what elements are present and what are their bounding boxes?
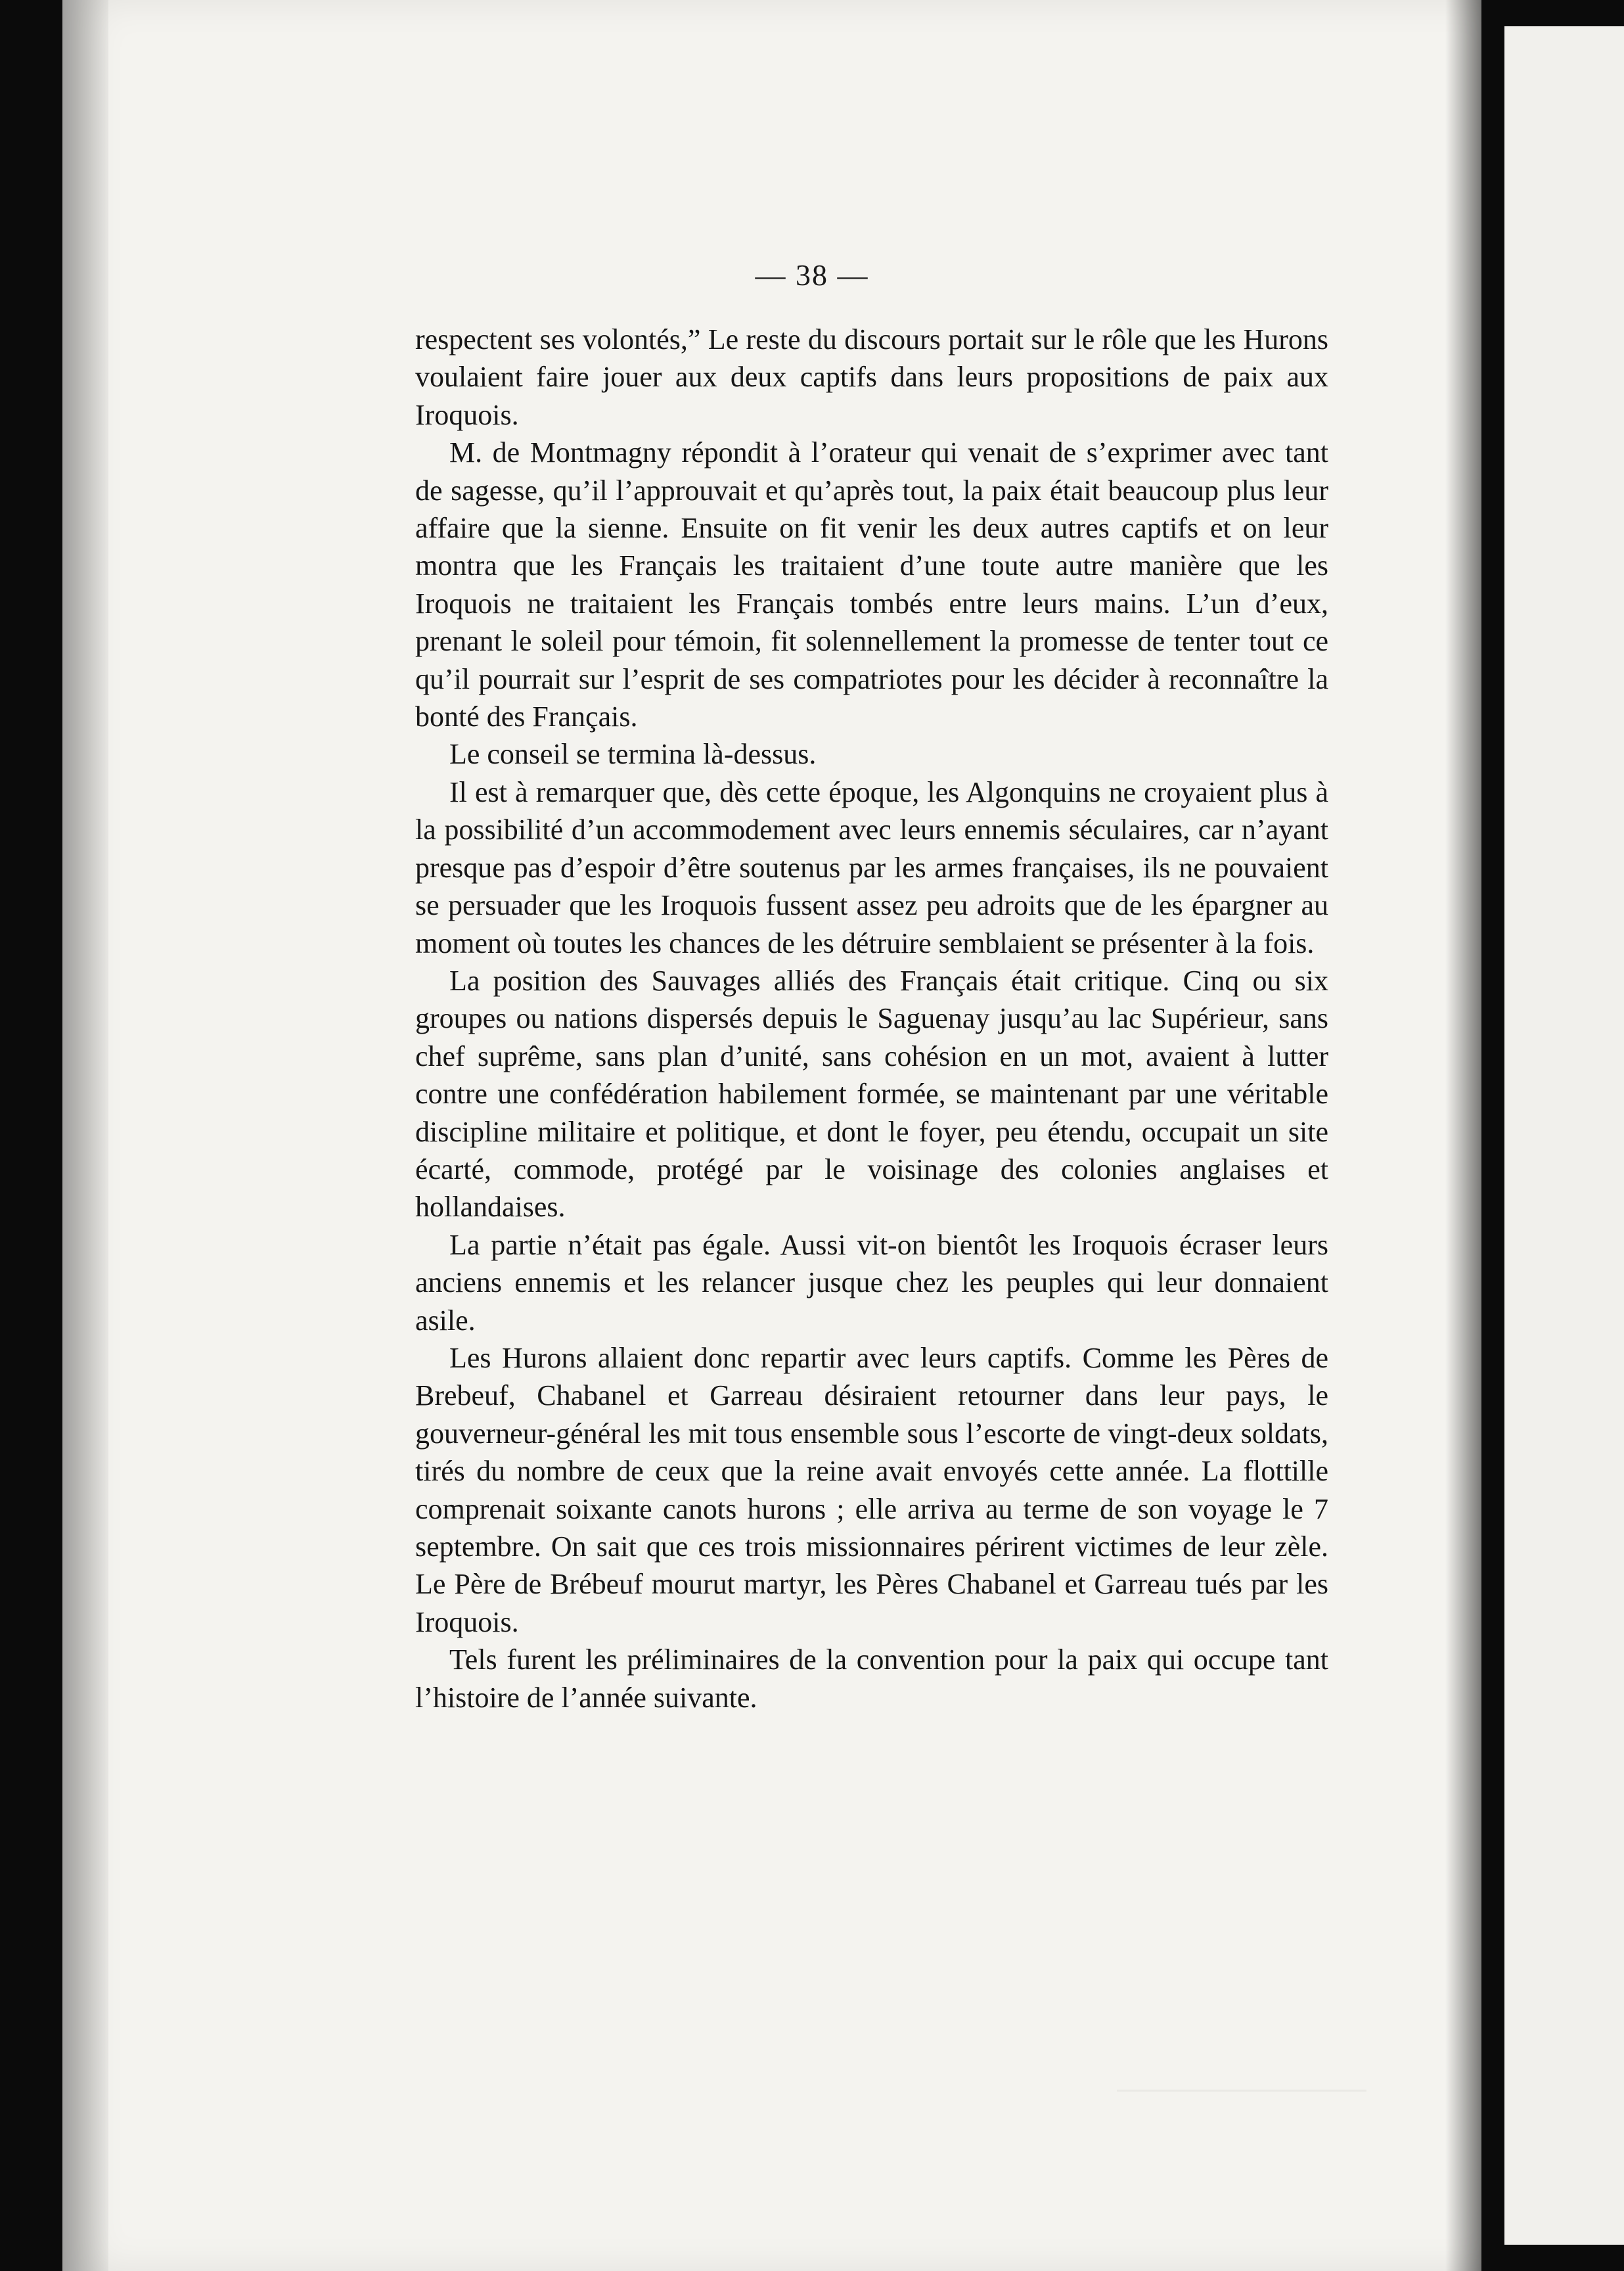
page-edge-shadow: [1445, 0, 1481, 2271]
paragraph: Il est à remarquer que, dès cette époque, les Algonquins ne croyaient plus à la possibilité d’un accommodement avec leurs ennemis séculaires, car n’ayant presque pas d’espoir d’être soutenus par les armes françaises, ils ne pouvaient se persuader que les Iroquois fussent assez peu adroits que de les épargner au moment où toutes les chances de les détruire semblaient se présenter à la fois.: [415, 775, 1328, 959]
page-number: — 38 —: [755, 258, 869, 292]
paragraph: M. de Montmagny répondit à l’orateur qui venait de s’exprimer avec tant de sagesse, qu’il l’approuvait et qu’après tout, la paix était beaucoup plus leur affaire que la sienne. Ensuite on fit venir les deux autres captifs et on leur montra que les Français les traitaient d’une toute autre manière que les Iroquois ne traitaient les Français tombés entre leurs mains. L’un d’eux, prenant le soleil pour témoin, fit solennellement la promesse de tenter tout ce qu’il pourrait sur l’esprit de ses compatriotes pour les décider à reconnaître la bonté des Français.: [415, 436, 1328, 733]
body-text: [415, 321, 1328, 1716]
paragraph: respectent ses volontés,” Le reste du discours portait sur le rôle que les Hurons voulaient faire jouer aux deux captifs dans leurs propositions de paix aux Iroquois.: [415, 323, 1328, 431]
paragraph: Le conseil se termina là-dessus.: [449, 738, 817, 771]
adjacent-page-edge: [1504, 26, 1624, 2245]
page-binding-shadow: [62, 0, 108, 2271]
paragraph: Tels furent les préliminaires de la convention pour la paix qui occupe tant l’histoire de l’année suivante.: [415, 1643, 1328, 1714]
paragraph: La position des Sauvages alliés des Français était critique. Cinq ou six groupes ou nations dispersés depuis le Saguenay jusqu’au lac Supérieur, sans chef suprême, sans plan d’unité, sans cohésion en un mot, avaient à lutter contre une confédération habilement formée, se maintenant par une véritable discipline militaire et politique, et dont le foyer, peu étendu, occupait un site écarté, commode, protégé par le voisinage des colonies anglaises et hollandaises.: [415, 964, 1328, 1224]
bleed-through-mark: [1117, 2090, 1366, 2092]
paragraph: La partie n’était pas égale. Aussi vit-on bientôt les Iroquois écraser leurs anciens ennemis et les relancer jusque chez les peuples qui leur donnaient asile.: [415, 1228, 1328, 1337]
paragraph: Les Hurons allaient donc repartir avec leurs captifs. Comme les Pères de Brebeuf, Chabanel et Garreau désiraient retourner dans leur pays, le gouverneur-général les mit tous ensemble sous l’escorte de vingt-deux soldats, tirés du nombre de ceux que la reine avait envoyés cette année. La flottille comprenait soixante canots hurons ; elle arriva au terme de son voyage le 7 septembre. On sait que ces trois missionnaires périrent victimes de leur zèle. Le Père de Brébeuf mourut martyr, les Pères Chabanel et Garreau tués par les Iroquois.: [415, 1341, 1328, 1638]
